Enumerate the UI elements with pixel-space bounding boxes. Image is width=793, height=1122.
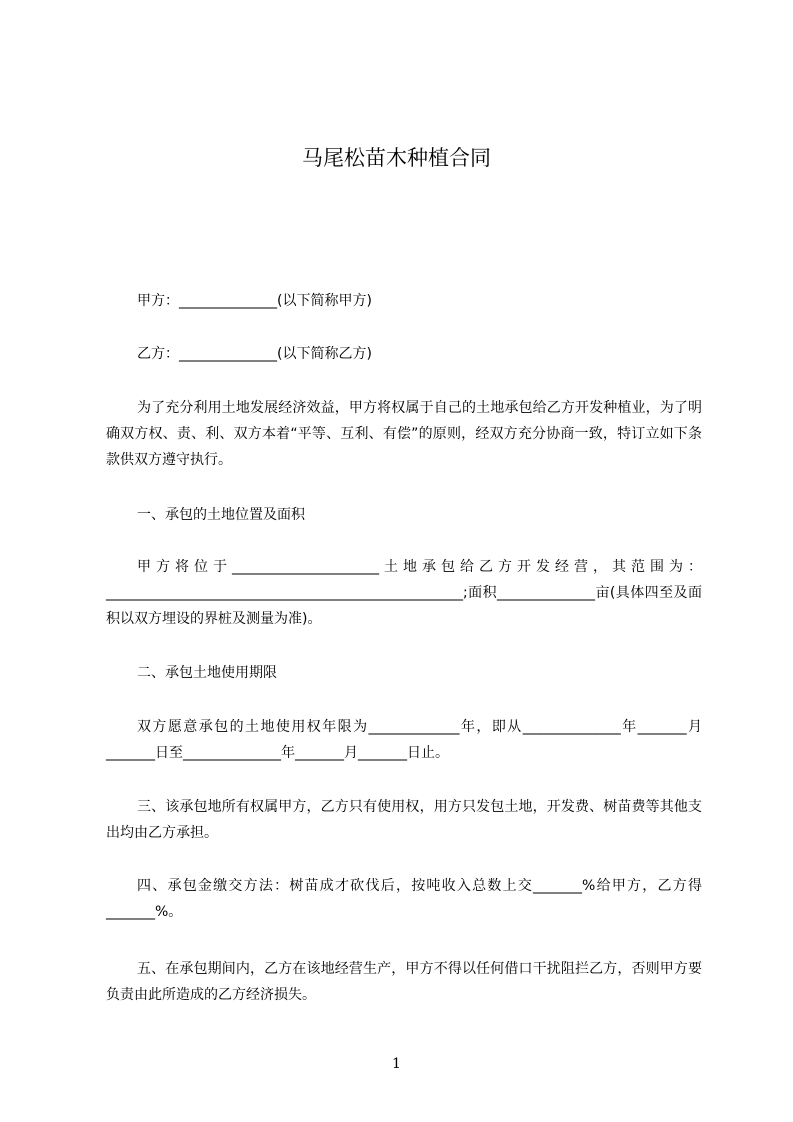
party-a-line: 甲方：______________(以下简称甲方): [137, 293, 372, 309]
section5-paragraph: 五、在承包期间内，乙方在该地经营生产，甲方不得以任何借口干扰阻拦乙方，否则甲方要负责由此所造成的乙方经济损失。: [106, 961, 702, 1003]
section2-heading: 二、承包土地使用期限: [137, 665, 277, 681]
section1-paragraph: 甲方将位于_____________________土地承包给乙方开发经营，其范围为：___________________________________________________;面积______________亩(具体四至及面积以双方埋设的界桩及测量为准)。: [106, 559, 702, 627]
section4-paragraph: 四、承包金缴交方法：树苗成才砍伐后，按吨收入总数上交_______%给甲方，乙方得_______%。: [106, 878, 702, 920]
party-b-line: 乙方：______________(以下简称乙方): [137, 346, 372, 362]
section3-paragraph: 三、该承包地所有权属甲方，乙方只有使用权，用方只发包土地，开发费、树苗费等其他支出均由乙方承担。: [106, 799, 702, 841]
document-title: 马尾松苗木种植合同: [302, 146, 491, 170]
section1-heading: 一、承包的土地位置及面积: [137, 507, 305, 523]
preamble-paragraph: 为了充分利用土地发展经济效益，甲方将权属于自己的土地承包给乙方开发种植业，为了明确双方权、责、利、双方本着“平等、互利、有偿”的原则，经双方充分协商一致，特订立如下条款供双方遵守执行。: [106, 400, 702, 468]
page-number: 1: [392, 1056, 401, 1072]
section2-paragraph: 双方愿意承包的土地使用权年限为_____________年，即从______________年_______月_______日至______________年_______月_______日止。: [106, 719, 702, 761]
